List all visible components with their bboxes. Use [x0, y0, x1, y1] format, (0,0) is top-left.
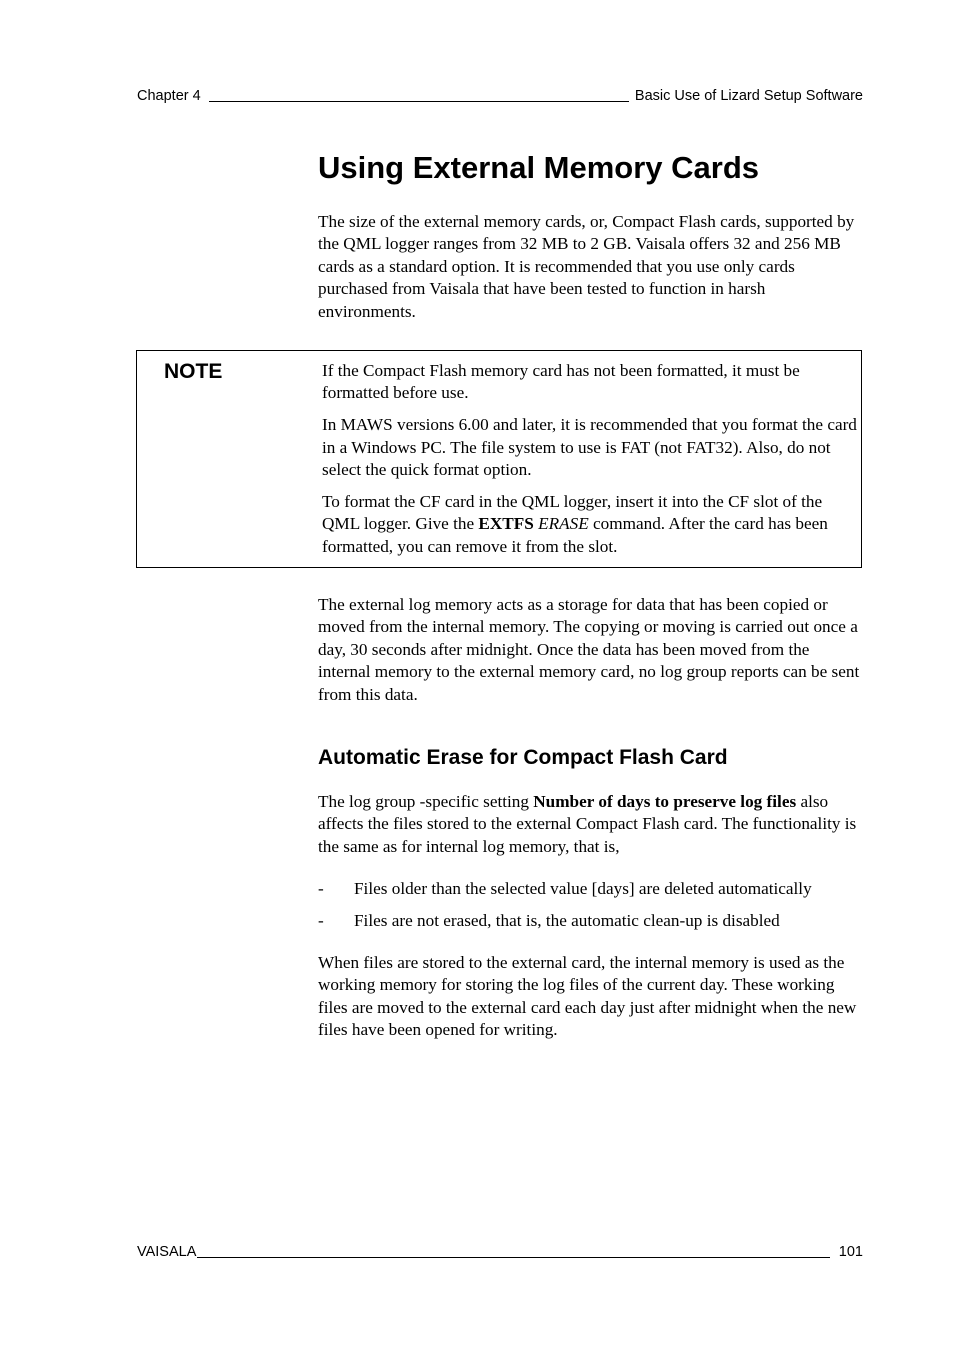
intro-paragraph: The size of the external memory cards, or, Compact Flash cards, supported by the QML logger ranges from 32 MB to 2 GB. Vaisala offers 32 and 256 MB cards as a standard option. It is recommended that you use only cards purchased from Vaisala that have been tested to function in harsh environments.	[318, 212, 855, 321]
page-title: Using External Memory Cards	[318, 150, 760, 185]
list-item	[318, 910, 863, 932]
list-item-text: Files older than the selected value [days] are deleted automatically	[354, 879, 812, 898]
chapter-title: Basic Use of Lizard Setup Software	[634, 88, 863, 104]
setting-name: Number of days to preserve log files	[533, 792, 797, 811]
footer-rule	[197, 1256, 829, 1258]
command-argument: ERASE	[538, 514, 589, 534]
command-name: EXTFS	[478, 514, 534, 534]
dash-marker: -	[318, 911, 324, 930]
setting-paragraph	[318, 791, 863, 858]
page-footer	[137, 1242, 863, 1262]
note-label: NOTE	[164, 360, 223, 383]
brand-name: VAISALA	[137, 1244, 197, 1260]
bullet-list	[318, 878, 863, 942]
log-memory-paragraph: The external log memory acts as a storage for data that has been copied or moved from the internal memory. The copying or moving is carried out once a day, 30 seconds after midnight. Once the data has been moved from the internal memory to the external memory card, no log group reports can be sent from this data.	[318, 595, 860, 704]
chapter-label: Chapter 4	[137, 88, 201, 104]
section-heading: Automatic Erase for Compact Flash Card	[318, 746, 728, 769]
setting-text: The log group -specific setting	[318, 792, 534, 811]
setting-text: also affects the files stored to the external Compact Flash card. The functionality is the same as for internal log memory, that is,	[318, 792, 857, 856]
list-item-text: Files are not erased, that is, the automatic clean-up is disabled	[354, 911, 780, 930]
note-body	[322, 360, 857, 568]
working-memory-paragraph: When files are stored to the external card, the internal memory is used as the working memory for storing the log files of the current day. These working files are moved to the external card each day just after midnight when the new files have been opened for writing.	[318, 953, 857, 1040]
header-rule	[209, 100, 629, 102]
note-paragraph: If the Compact Flash memory card has not been formatted, it must be formatted before use.	[322, 361, 800, 403]
page-header	[137, 86, 863, 106]
note-paragraph	[322, 491, 857, 558]
note-text: To format the CF card in the QML logger, insert it into the CF slot of the QML logger. Give the	[322, 492, 823, 534]
list-item	[318, 878, 863, 900]
note-box	[136, 350, 862, 568]
note-paragraph: In MAWS versions 6.00 and later, it is recommended that you format the card in a Windows PC. The file system to use is FAT (not FAT32). Also, do not select the quick format option.	[322, 415, 857, 480]
dash-marker: -	[318, 879, 324, 898]
page-number: 101	[838, 1244, 863, 1260]
note-text: command. After the card has been formatted, you can remove it from the slot.	[322, 514, 828, 556]
